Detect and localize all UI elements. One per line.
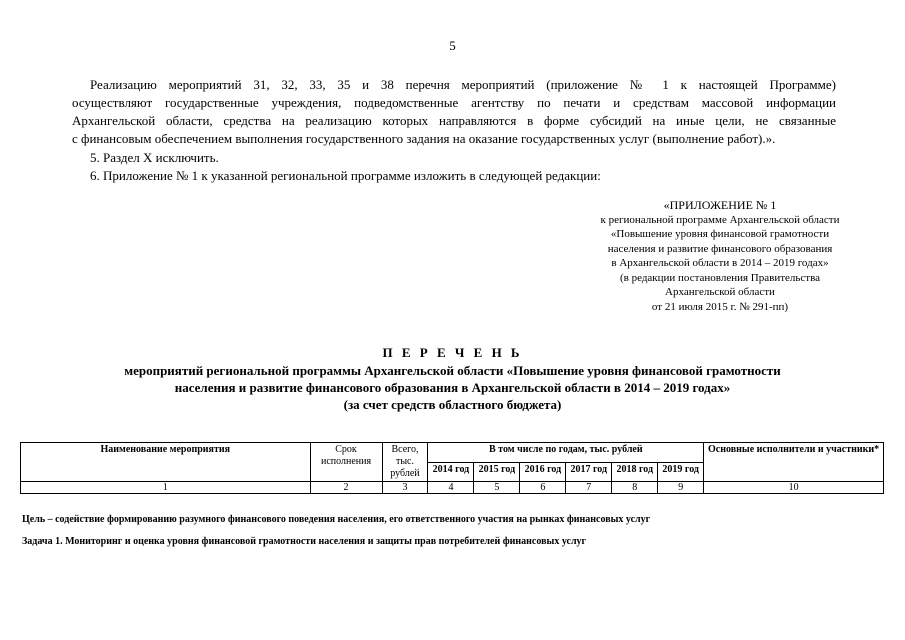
column-number: 7 — [566, 482, 612, 494]
paragraph-1 — [72, 76, 836, 148]
paragraph-line: Реализацию мероприятий 31, 32, 33, 35 и 38 перечня мероприятий (приложение № 1 к настоящей Программе) — [90, 77, 836, 92]
header-years-group: В том числе по годам, тыс. рублей — [428, 443, 704, 463]
header-term: Срок исполнения — [310, 443, 382, 482]
page-number: 5 — [449, 38, 456, 53]
appendix-block — [560, 198, 880, 314]
header-year: 2017 год — [566, 462, 612, 482]
column-number: 10 — [704, 482, 884, 494]
list-title-line: (за счет средств областного бюджета) — [343, 397, 562, 412]
paragraph-line: осуществляют государственные учреждения, подведомственные агентству по печати и средствам массовой информации — [72, 95, 836, 110]
column-number: 3 — [382, 482, 428, 494]
task-text: Задача 1. Мониторинг и оценка уровня финансовой грамотности населения и защиты прав потребителей финансовых услуг — [22, 536, 587, 547]
column-number: 4 — [428, 482, 474, 494]
appendix-line: в Архангельской области в 2014 – 2019 годах» — [611, 257, 829, 269]
item-5: 5. Раздел X исключить. — [90, 150, 219, 165]
appendix-line: «Повышение уровня финансовой грамотности — [610, 228, 830, 240]
column-number: 8 — [612, 482, 658, 494]
appendix-line: к региональной программе Архангельской области — [600, 213, 840, 226]
item-6: 6. Приложение № 1 к указанной региональной программе изложить в следующей редакции: — [90, 168, 601, 183]
column-number: 2 — [310, 482, 382, 494]
list-heading: П Е Р Е Ч Е Н Ь — [382, 345, 523, 360]
column-number: 1 — [21, 482, 311, 494]
appendix-line: населения и развитие финансового образования — [607, 242, 833, 255]
header-total: Всего, тыс. рублей — [382, 443, 428, 482]
goal-text: Цель – содействие формированию разумного финансового поведения населения, его ответственного участия на рынках финансовых услуг — [22, 514, 651, 525]
column-number: 5 — [474, 482, 520, 494]
appendix-line: Архангельской области — [665, 286, 775, 298]
paragraph-line: с финансовым обеспечением выполнения государственного задания на оказание государственных услуг (выполнение работ).». — [72, 131, 776, 146]
header-year: 2016 год — [520, 462, 566, 482]
appendix-line: от 21 июля 2015 г. № 291-пп) — [651, 300, 789, 313]
paragraph-line: Архангельской области, средства на реализацию которых направляются в форме субсидий на иные цели, не связанные — [72, 113, 836, 128]
column-number: 6 — [520, 482, 566, 494]
list-title-line: мероприятий региональной программы Архангельской области «Повышение уровня финансовой грамотности — [124, 363, 781, 378]
header-year: 2018 год — [612, 462, 658, 482]
appendix-title: «ПРИЛОЖЕНИЕ № 1 — [663, 198, 777, 212]
header-name: Наименование мероприятия — [21, 443, 311, 482]
header-year: 2015 год — [474, 462, 520, 482]
measures-table — [20, 442, 884, 494]
header-executors: Основные исполнители и участники* — [704, 443, 884, 482]
header-year: 2014 год — [428, 462, 474, 482]
appendix-line: (в редакции постановления Правительства — [619, 271, 821, 284]
list-title-line: населения и развитие финансового образования в Архангельской области в 2014 – 2019 годах» — [174, 380, 731, 395]
header-year: 2019 год — [658, 462, 704, 482]
column-number: 9 — [658, 482, 704, 494]
